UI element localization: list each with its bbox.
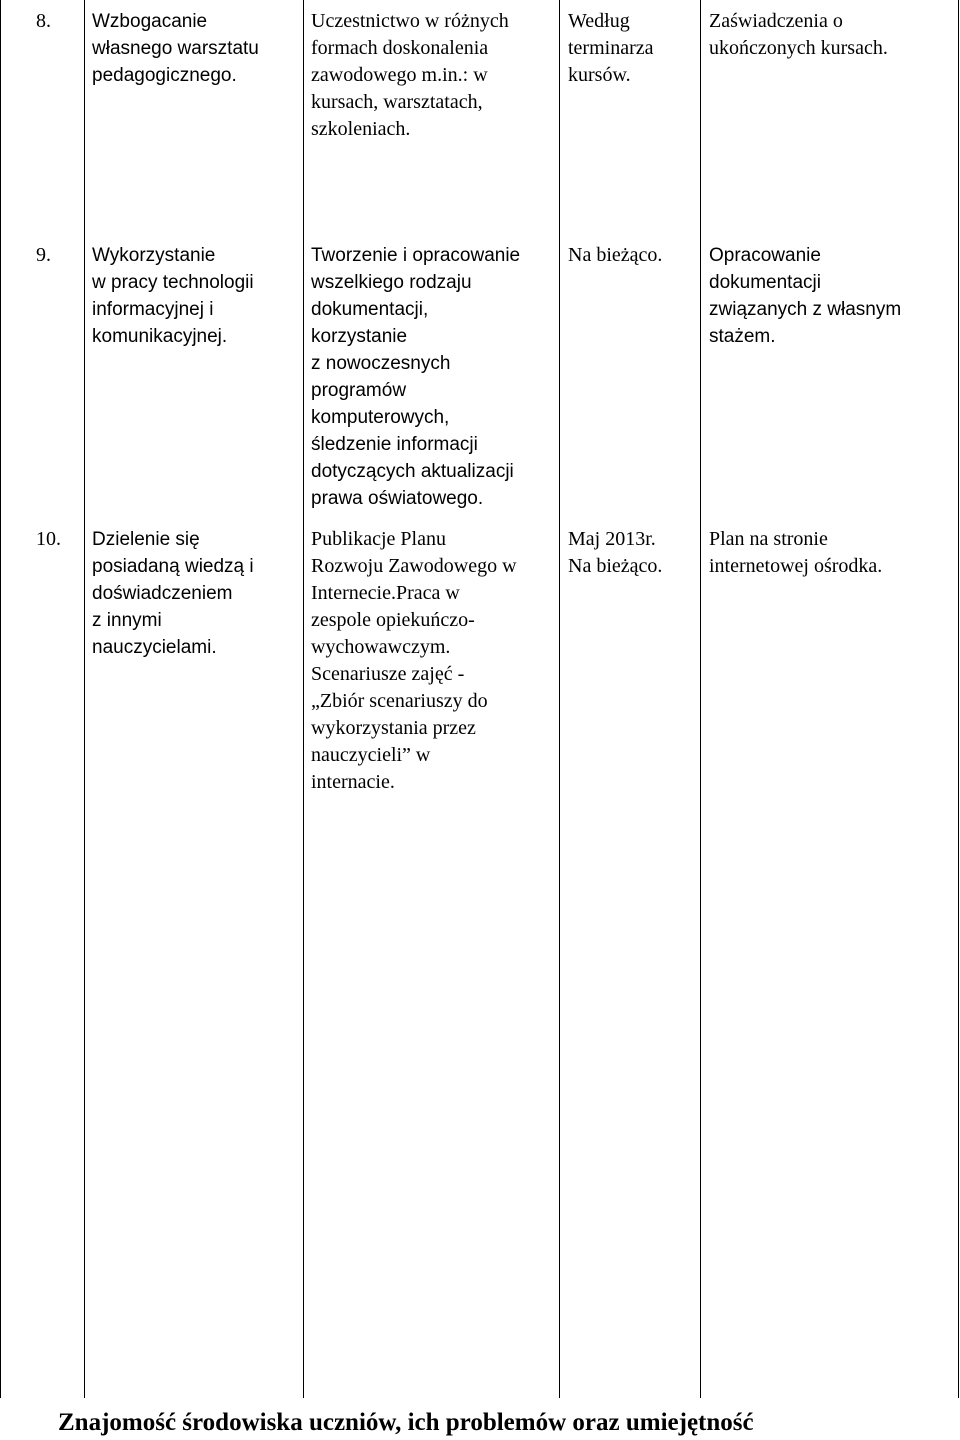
row-number: 9. <box>36 244 51 266</box>
deadline-cell: Według terminarza kursów. <box>568 10 654 86</box>
evidence-cell: Plan na stronie internetowej ośrodka. <box>709 528 883 577</box>
column-rule <box>700 0 701 1398</box>
column-rule <box>559 0 560 1398</box>
deadline-cell: Na bieżąco. <box>568 244 663 266</box>
column-rule <box>303 0 304 1398</box>
form-cell: Tworzenie i opracowanie wszelkiego rodzaju dokumentacji, korzystanie z nowoczesnych programów komputerowych, śledzenie informacji dotyczących aktualizacji prawa oświatowego. <box>311 245 521 509</box>
form-cell: Uczestnictwo w różnych formach doskonalenia zawodowego m.in.: w kursach, warsztatach, szkoleniach. <box>311 10 509 140</box>
task-cell: Wykorzystanie w pracy technologii informacyjnej i komunikacyjnej. <box>92 245 254 347</box>
evidence-cell: Opracowanie dokumentacji związanych z własnym stażem. <box>709 245 902 347</box>
column-rule <box>958 0 959 1398</box>
evidence-cell: Zaświadczenia o ukończonych kursach. <box>709 10 888 59</box>
form-cell: Publikacje Planu Rozwoju Zawodowego w Internecie.Praca w zespole opiekuńczo- wychowawczym. Scenariusze zajęć - „Zbiór scenariuszy do wykorzystania przez nauczycieli” w internacie. <box>311 528 517 793</box>
section-heading: Znajomość środowiska uczniów, ich problemów oraz umiejętność <box>58 1409 754 1436</box>
column-rule <box>84 0 85 1398</box>
row-number: 8. <box>36 10 51 32</box>
task-cell: Wzbogacanie własnego warsztatu pedagogicznego. <box>92 11 259 86</box>
task-cell: Dzielenie się posiadaną wiedzą i doświadczeniem z innymi nauczycielami. <box>92 529 254 658</box>
column-rule <box>0 0 1 1398</box>
row-number: 10. <box>36 528 61 550</box>
deadline-cell: Maj 2013r. Na bieżąco. <box>568 528 663 577</box>
